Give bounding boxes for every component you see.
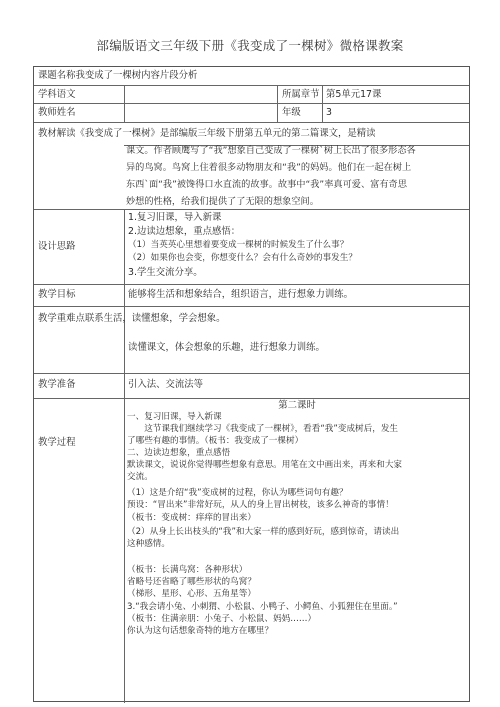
goal-value: 能够将生活和想象结合，组织语言，进行想象力训练。 (128, 289, 354, 300)
col-divider (277, 85, 278, 122)
process-line: （板书：变成树：痒痒的冒出来） (127, 513, 256, 523)
col-divider (322, 85, 323, 122)
process-line: 默读课文，说说你觉得哪些想象有意思。用笔在文中画出来，再来和大家 (127, 460, 403, 470)
row-divider (34, 103, 469, 104)
grade-label: 年级 (282, 107, 301, 118)
chapter-value: 第5单元17课 (326, 89, 382, 100)
analysis-line: 课文。作者顾鹰写了“我”想象自己变成了一棵树`树上长出了很多形态各 (126, 145, 416, 156)
process-line: （板书：长满鸟窝：各种形状） (127, 565, 248, 575)
prep-value: 引入法、交流法等 (128, 379, 204, 390)
lesson-plan-table (33, 66, 470, 702)
design-line: （1）当英英心里想着要变成一棵树的时候发生了什么事？ (128, 240, 349, 250)
design-line: 2.边读边想象，重点感悟： (128, 226, 241, 237)
analysis-lead: 教材解读《我变成了一棵树》是部编版三年级下册第五单元的第二篇课文，是精读 (38, 128, 376, 139)
process-line: 交流。 (127, 472, 153, 482)
row-divider (34, 398, 469, 399)
design-line: （2）如果你也会变，你想变什么？会有什么奇妙的事发生？ (128, 253, 357, 263)
row-divider (34, 85, 469, 86)
col-divider (124, 209, 125, 703)
process-line: （2）从身上长出枝头的“我”和大家一样的感到好玩，感到惊奇，请读出 (127, 527, 400, 537)
subject-cell: 学科语文 (38, 89, 76, 100)
process-line: 你认为这句话想象奇特的地方在哪里？ (127, 626, 274, 636)
process-line: （板书：住满亲朋：小兔子、小松鼠、妈妈……） (127, 614, 317, 624)
prep-label: 教学准备 (38, 379, 76, 390)
row-divider (34, 373, 469, 374)
design-label: 设计思路 (38, 241, 76, 252)
process-label: 教学过程 (38, 437, 76, 448)
row-divider (34, 122, 469, 123)
key-points-value: 读懂课文，体会想象的乐趣，进行想象力训练。 (128, 342, 325, 353)
process-line: 这种感情。 (127, 539, 170, 549)
design-line: 3.学生交流分享。 (128, 267, 203, 278)
analysis-line: 东西`面“我”被馋得口水直流的故事。故事中“我”率真可爱、富有奇思 (126, 179, 407, 190)
grade-value: 3 (326, 107, 332, 118)
teacher-label: 教师姓名 (38, 107, 76, 118)
process-line: 这节课我们继续学习《我变成了一棵树》，看看“我”变成树后，发生 (127, 424, 399, 434)
row-divider (34, 284, 469, 285)
process-line: 3.“我会请小兔、小刺猬、小松鼠、小鸭子、小鳄鱼、小狐狸住在里面。” (127, 602, 398, 612)
analysis-line: 异的鸟窝。鸟窝上住着很多动物朋友和“我”的妈妈。他们在一起在树上 (126, 162, 412, 173)
row-divider (34, 306, 469, 307)
process-line: （梯形、星形、心形、五角星等） (127, 589, 256, 599)
col-divider (124, 85, 125, 122)
process-heading: 第二课时 (278, 400, 316, 411)
lesson-name-cell: 课题名称我变成了一棵树内容片段分析 (38, 70, 198, 81)
process-line: （1）这是介绍“我”变成树的过程，你认为哪些词句有趣？ (127, 488, 348, 498)
process-line: 了哪些有趣的事情。（板书：我变成了一棵树） (127, 436, 304, 446)
analysis-line: 妙想的性格，给我们提供了了无限的想象空间。 (126, 196, 319, 207)
design-line: 1.复习旧课，导入新课 (128, 212, 222, 223)
process-line: 省略号还省略了哪些形状的鸟窝？ (127, 577, 256, 587)
process-line: 一、复习旧课，导入新课 (127, 412, 222, 422)
key-points-lead: 教学重难点联系生活，读懂想象，学会想象。 (38, 313, 226, 324)
chapter-label: 所属章节 (282, 89, 320, 100)
page-title: 部编版语文三年级下册《我变成了一棵树》微格课教案 (96, 38, 404, 53)
process-line: 预设：“冒出来”非常好玩，从人的身上冒出树枝，该多么神奇的事情！ (127, 500, 394, 510)
goal-label: 教学目标 (38, 289, 76, 300)
process-line: 二、边读边想象，重点感悟 (127, 448, 231, 458)
